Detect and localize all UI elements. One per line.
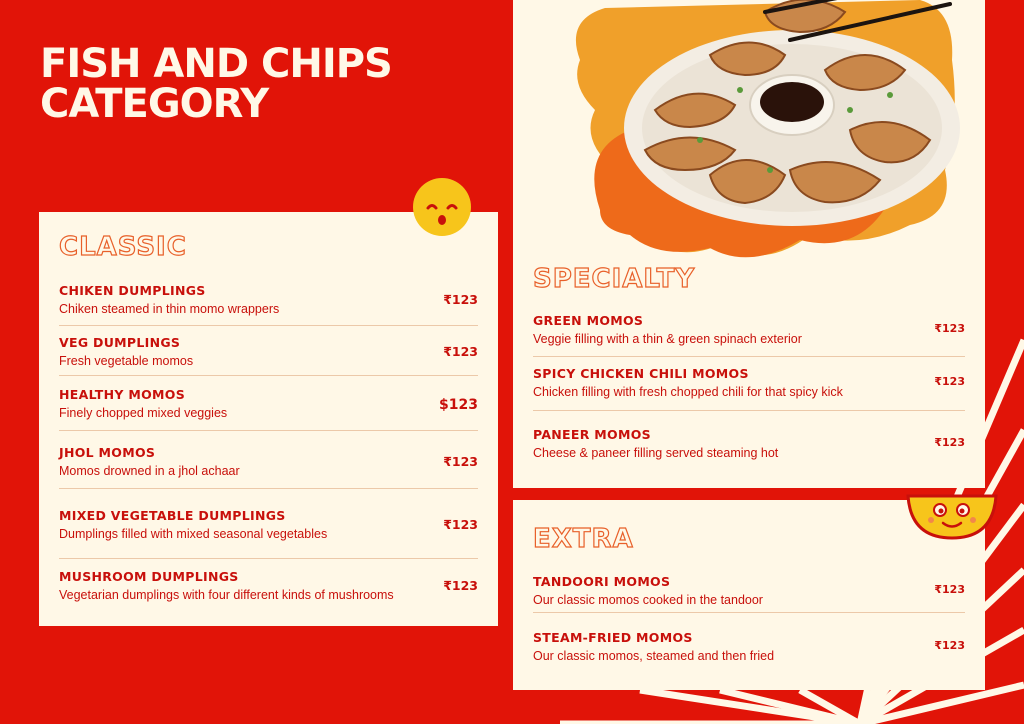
menu-item: [59, 569, 478, 602]
item-name: MUSHROOM DUMPLINGS: [59, 569, 239, 584]
item-price: ₹123: [934, 322, 965, 335]
item-desc: Veggie filling with a thin & green spinach exterior: [533, 332, 802, 346]
item-price: ₹123: [934, 436, 965, 449]
item-name: STEAM-FRIED MOMOS: [533, 630, 693, 645]
classic-panel: [39, 212, 498, 626]
item-desc: Cheese & paneer filling served steaming hot: [533, 446, 779, 460]
menu-item: [533, 427, 965, 460]
item-desc: Dumplings filled with mixed seasonal vegetables: [59, 527, 328, 541]
smiling-face-icon: [905, 492, 999, 542]
divider: [59, 558, 478, 559]
menu-item: [59, 387, 478, 420]
item-price: ₹123: [934, 639, 965, 652]
item-desc: Momos drowned in a jhol achaar: [59, 464, 240, 478]
item-name: JHOL MOMOS: [59, 445, 156, 460]
item-price: $123: [439, 397, 478, 413]
divider: [59, 375, 478, 376]
item-desc: Chiken steamed in thin momo wrappers: [59, 302, 280, 316]
item-desc: Our classic momos cooked in the tandoor: [533, 593, 763, 607]
divider: [59, 430, 478, 431]
menu-item: [59, 508, 478, 541]
item-price: ₹123: [443, 578, 478, 593]
specialty-heading: SPECIALTY: [533, 264, 696, 294]
title-line-2: CATEGORY: [40, 81, 269, 127]
item-desc: Fresh vegetable momos: [59, 354, 194, 368]
divider: [533, 410, 965, 411]
menu-item: [533, 574, 965, 607]
divider: [59, 325, 478, 326]
item-name: GREEN MOMOS: [533, 313, 644, 328]
extra-heading: EXTRA: [533, 524, 634, 554]
menu-item: [59, 283, 478, 316]
item-name: VEG DUMPLINGS: [59, 335, 181, 350]
item-desc: Finely chopped mixed veggies: [59, 406, 228, 420]
menu-item: [533, 630, 965, 663]
divider: [533, 356, 965, 357]
item-name: PANEER MOMOS: [533, 427, 651, 442]
item-price: ₹123: [443, 454, 478, 469]
item-price: ₹123: [934, 583, 965, 596]
momos-plate-photo: [560, 0, 960, 268]
item-name: HEALTHY MOMOS: [59, 387, 185, 402]
item-name: MIXED VEGETABLE DUMPLINGS: [59, 508, 286, 523]
surprised-face-icon: [411, 176, 473, 238]
item-price: ₹123: [443, 517, 478, 532]
item-price: ₹123: [443, 292, 478, 307]
divider: [533, 612, 965, 613]
item-name: TANDOORI MOMOS: [533, 574, 671, 589]
item-name: SPICY CHICKEN CHILI MOMOS: [533, 366, 749, 381]
divider: [59, 488, 478, 489]
classic-heading: CLASSIC: [59, 232, 187, 262]
menu-item: [533, 366, 965, 399]
item-desc: Chicken filling with fresh chopped chili for that spicy kick: [533, 385, 843, 399]
menu-item: [59, 445, 478, 478]
item-desc: Our classic momos, steamed and then fried: [533, 649, 775, 663]
menu-item: [59, 335, 478, 368]
item-name: CHIKEN DUMPLINGS: [59, 283, 206, 298]
item-desc: Vegetarian dumplings with four different kinds of mushrooms: [59, 588, 394, 602]
menu-item: [533, 313, 965, 346]
page-title: [40, 41, 392, 127]
title-line-1: FISH AND CHIPS: [40, 41, 392, 87]
item-price: ₹123: [443, 344, 478, 359]
item-price: ₹123: [934, 375, 965, 388]
